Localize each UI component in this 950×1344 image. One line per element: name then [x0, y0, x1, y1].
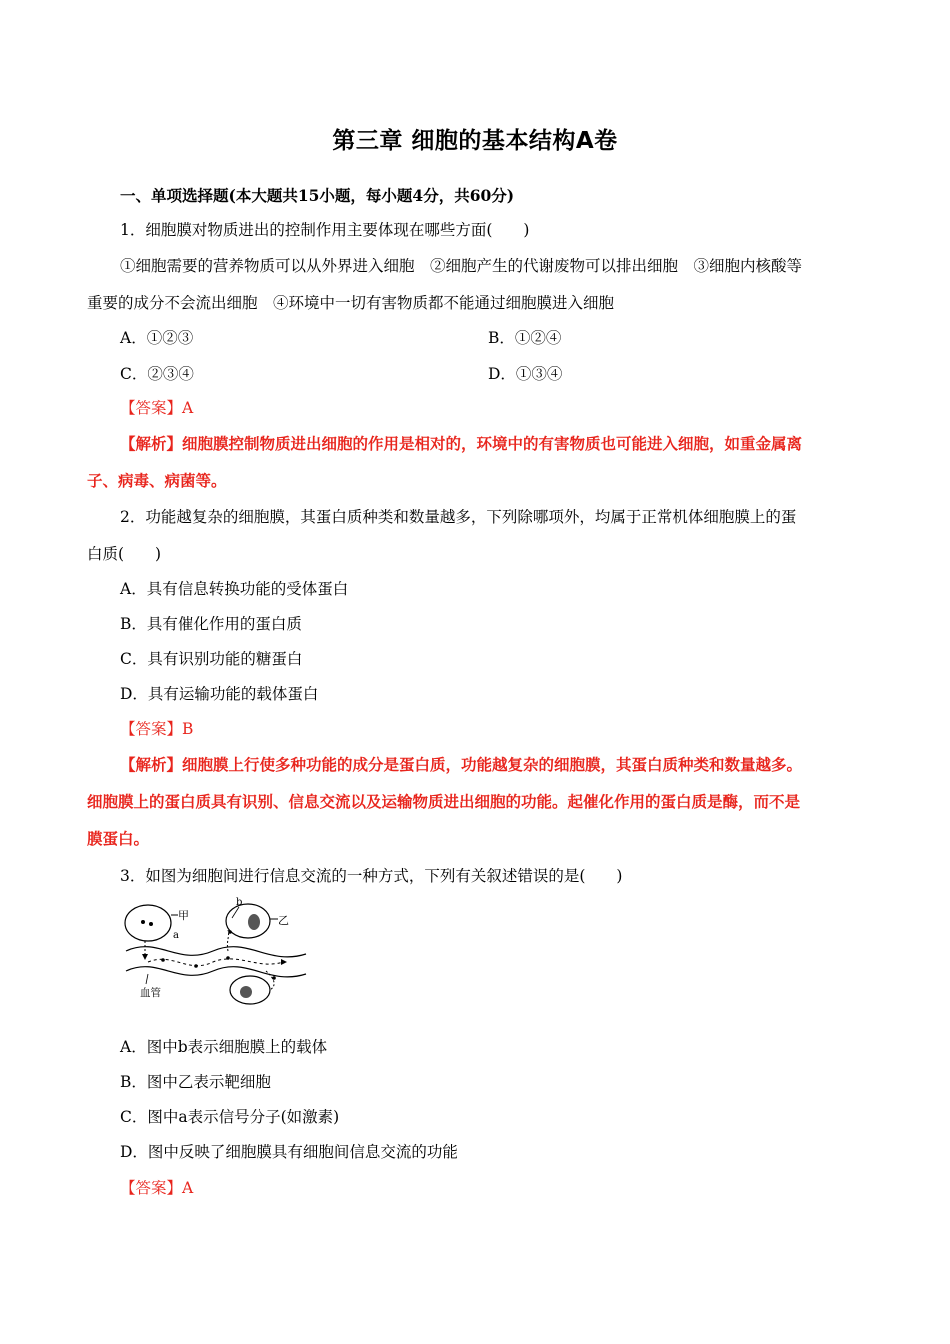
q2-answer: 【答案】B	[120, 720, 194, 738]
q1-answer: 【答案】A	[120, 399, 194, 417]
section-heading: 一、单项选择题(本大题共15小题，每小题4分，共60分)	[120, 186, 515, 205]
label-a: a	[173, 930, 179, 941]
q2-stem-line1: 2．功能越复杂的细胞膜，其蛋白质种类和数量越多，下列除哪项外，均属于正常机体细胞膜上的蛋	[120, 508, 797, 526]
q3-answer: 【答案】A	[120, 1179, 194, 1197]
molecule-dot	[161, 958, 165, 962]
arrow-head	[281, 959, 287, 965]
molecule-dot	[272, 976, 276, 980]
label-yi: 乙	[278, 914, 289, 927]
page-title: 第三章 细胞的基本结构A卷	[332, 128, 618, 154]
molecule-dot	[226, 956, 230, 960]
q3-option-a: A．图中b表示细胞膜上的载体	[120, 1038, 328, 1056]
q1-items-line2: 重要的成分不会流出细胞 ④环境中一切有害物质都不能通过细胞膜进入细胞	[87, 294, 615, 312]
arrow-head	[142, 954, 148, 960]
q3-option-c: C．图中a表示信号分子(如激素)	[120, 1108, 340, 1126]
q1-analysis-line1: 【解析】细胞膜控制物质进出细胞的作用是相对的，环境中的有害物质也可能进入细胞，如重金属离	[120, 434, 803, 453]
cell-lower-nucleus	[240, 986, 252, 998]
q3-option-d: D．图中反映了细胞膜具有细胞间信息交流的功能	[120, 1143, 458, 1161]
cell-yi	[226, 904, 270, 938]
molecule-dot	[141, 920, 145, 924]
label-jia: 甲	[178, 909, 189, 922]
vessel-wall-bottom	[126, 967, 306, 977]
molecule-dot	[149, 922, 153, 926]
q2-analysis-line2: 细胞膜上的蛋白质具有识别、信息交流以及运输物质进出细胞的功能。起催化作用的蛋白质是酶，而不是	[87, 792, 801, 811]
q2-option-b: B．具有催化作用的蛋白质	[120, 615, 302, 633]
cell-signaling-diagram	[118, 896, 318, 1006]
label-b: b	[236, 897, 243, 908]
cell-jia	[125, 905, 171, 941]
vessel-wall-top	[126, 947, 306, 957]
q1-stem: 1．细胞膜对物质进出的控制作用主要体现在哪些方面( )	[120, 221, 530, 239]
label-vessel: 血管	[140, 987, 161, 999]
q3-stem: 3．如图为细胞间进行信息交流的一种方式，下列有关叙述错误的是( )	[120, 867, 623, 885]
q3-option-b: B．图中乙表示靶细胞	[120, 1073, 271, 1091]
q1-option-a: A．①②③	[120, 329, 194, 347]
blood-flow-arrow	[148, 959, 283, 966]
molecule-dot	[194, 964, 198, 968]
q2-analysis-line1: 【解析】细胞膜上行使多种功能的成分是蛋白质，功能越复杂的细胞膜，其蛋白质种类和数量越多。	[120, 755, 803, 774]
cell-yi-nucleus	[248, 914, 260, 930]
q1-analysis-line2: 子、病毒、病菌等。	[87, 471, 227, 490]
q1-option-b: B．①②④	[488, 329, 562, 347]
q2-option-d: D．具有运输功能的载体蛋白	[120, 685, 319, 703]
label-line	[146, 974, 148, 984]
target-arrow-yi	[227, 930, 228, 951]
q2-analysis-line3: 膜蛋白。	[87, 829, 150, 848]
q1-option-c: C．②③④	[120, 365, 194, 383]
q1-items-line1: ①细胞需要的营养物质可以从外界进入细胞 ②细胞产生的代谢废物可以排出细胞 ③细胞内核酸等	[120, 257, 803, 275]
q2-option-c: C．具有识别功能的糖蛋白	[120, 650, 303, 668]
molecule-dot	[228, 930, 232, 934]
q2-stem-line2: 白质( )	[87, 545, 162, 563]
q1-option-d: D．①③④	[488, 365, 563, 383]
q2-option-a: A．具有信息转换功能的受体蛋白	[120, 580, 349, 598]
